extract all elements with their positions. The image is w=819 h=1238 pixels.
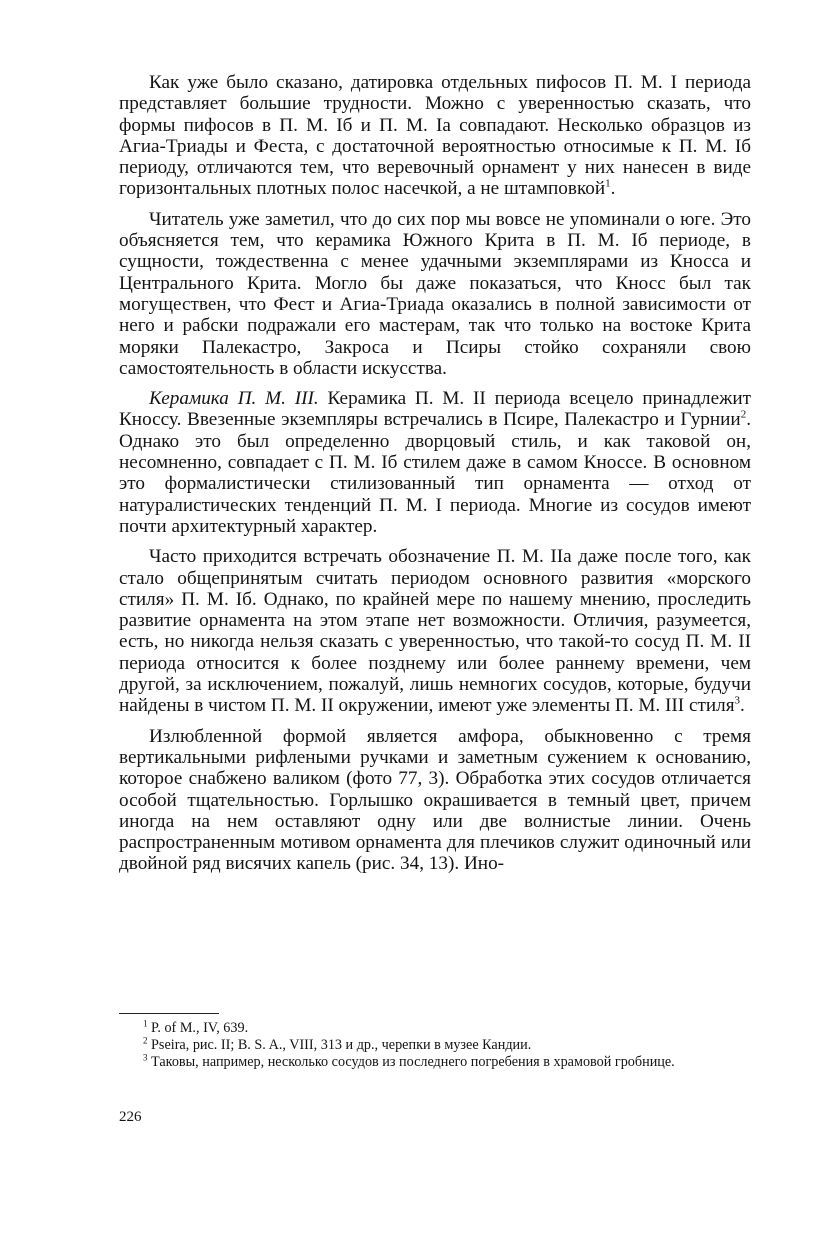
footnote-mark: 1: [143, 1018, 148, 1029]
footnote-divider: [119, 1013, 219, 1014]
footnote-ref: 1: [605, 178, 611, 191]
footnote: [119, 1054, 751, 1071]
section-heading: Керамика П. М. III.: [149, 388, 319, 410]
footnote-mark: 3: [143, 1052, 148, 1063]
paragraph-text: Читатель уже заметил, что до сих пор мы вовсе не упоминали о юге. Это объясняется тем, что керамика Южного Крита в П. М. Iб периоде, в сущности, тождественна с менее удачными экземплярами из Кносса и Центрального Крита. Могло бы даже показаться, что Кносс был так могуществен, что Фест и Агиа-Триада оказались в полной зависимости от него и рабски подражали его мастерам, так что только на востоке Крита моряки Палекастро, Закроса и Псиры стойко сохраняли свою самостоятельность в области искусства.: [119, 208, 751, 379]
footnotes: [119, 1020, 751, 1071]
paragraph-4: [119, 546, 751, 716]
paragraph-text: Как уже было сказано, датировка отдельных пифосов П. М. I периода представляет большие трудности. Можно с уверенностью сказать, что формы пифосов в П. М. Iб и П. М. Iа совпадают. Несколько образцов из Агиа-Триады и Феста, с достаточной вероятностью относимые к П. М. Iб периоду, отличаются тем, что веревочный орнамент у них нанесен в виде горизонтальных плотных полос насечкой, а не штамповкой: [119, 72, 751, 200]
paragraph-1: [119, 72, 751, 200]
paragraph-2: [119, 209, 751, 379]
paragraph-text: Часто приходится встречать обозначение П. М. IIа даже после того, как стало общепринятым считать периодом основного развития «морского стиля» П. М. Iб. Однако, по крайней мере по нашему мнению, проследить развитие орнамента на этом этапе нет возможности. Отличия, разумеется, есть, но никогда нельзя сказать с уверенностью, что такой-то сосуд П. М. II периода относится к более позднему или более раннему времени, чем другой, за исключением, пожалуй, лишь немногих сосудов, которые, будучи найдены в чистом П. М. II окружении, имеют уже элементы П. М. III стиля: [119, 546, 751, 717]
footnote-text: Pseira, рис. II; B. S. A., VIII, 313 и др., черепки в музее Кандии.: [151, 1037, 532, 1053]
paragraph-tail: . Однако это был определенно дворцовый стиль, и как таковой он, несомненно, совпадает с П. М. Iб стилем даже в самом Кноссе. В основном это формалистически стилизованный тип орнамента — отход от натуралистических тенденций П. М. I периода. Многие из сосудов имеют почти архитектурный характер.: [119, 409, 751, 537]
footnote-ref: 2: [740, 409, 747, 422]
footnote: [119, 1037, 751, 1054]
paragraph-tail: .: [610, 178, 616, 200]
main-text: [119, 72, 751, 875]
footnote-text: Таковы, например, несколько сосудов из последнего погребения в храмовой гробнице.: [151, 1054, 675, 1070]
footnote-ref: 3: [734, 694, 741, 707]
paragraph-text: Излюбленной формой является амфора, обыкновенно с тремя вертикальными рифлеными ручками и заметным сужением к основанию, которое снабжено валиком (фото 77, 3). Обработка этих сосудов отличается особой тщательностью. Горлышко окрашивается в темный цвет, причем иногда на нем оставляют одну или две волнистые линии. Очень распространенным мотивом орнамента для плечиков служит одиночный или двойной ряд висячих капель (рис. 34, 13). Ино-: [119, 725, 751, 875]
footnote: [119, 1020, 751, 1037]
paragraph-tail: .: [740, 695, 745, 717]
page-number: 226: [119, 1109, 142, 1125]
paragraph-5: [119, 726, 751, 875]
paragraph-3: [119, 388, 751, 537]
paragraph-text: Керамика П. М. II периода всецело принадлежит Кноссу. Ввезенные экземпляры встречались в Псире, Палекастро и Гурнии: [119, 388, 751, 431]
footnote-mark: 2: [143, 1035, 148, 1046]
footnote-text: P. of M., IV, 639.: [151, 1020, 249, 1036]
